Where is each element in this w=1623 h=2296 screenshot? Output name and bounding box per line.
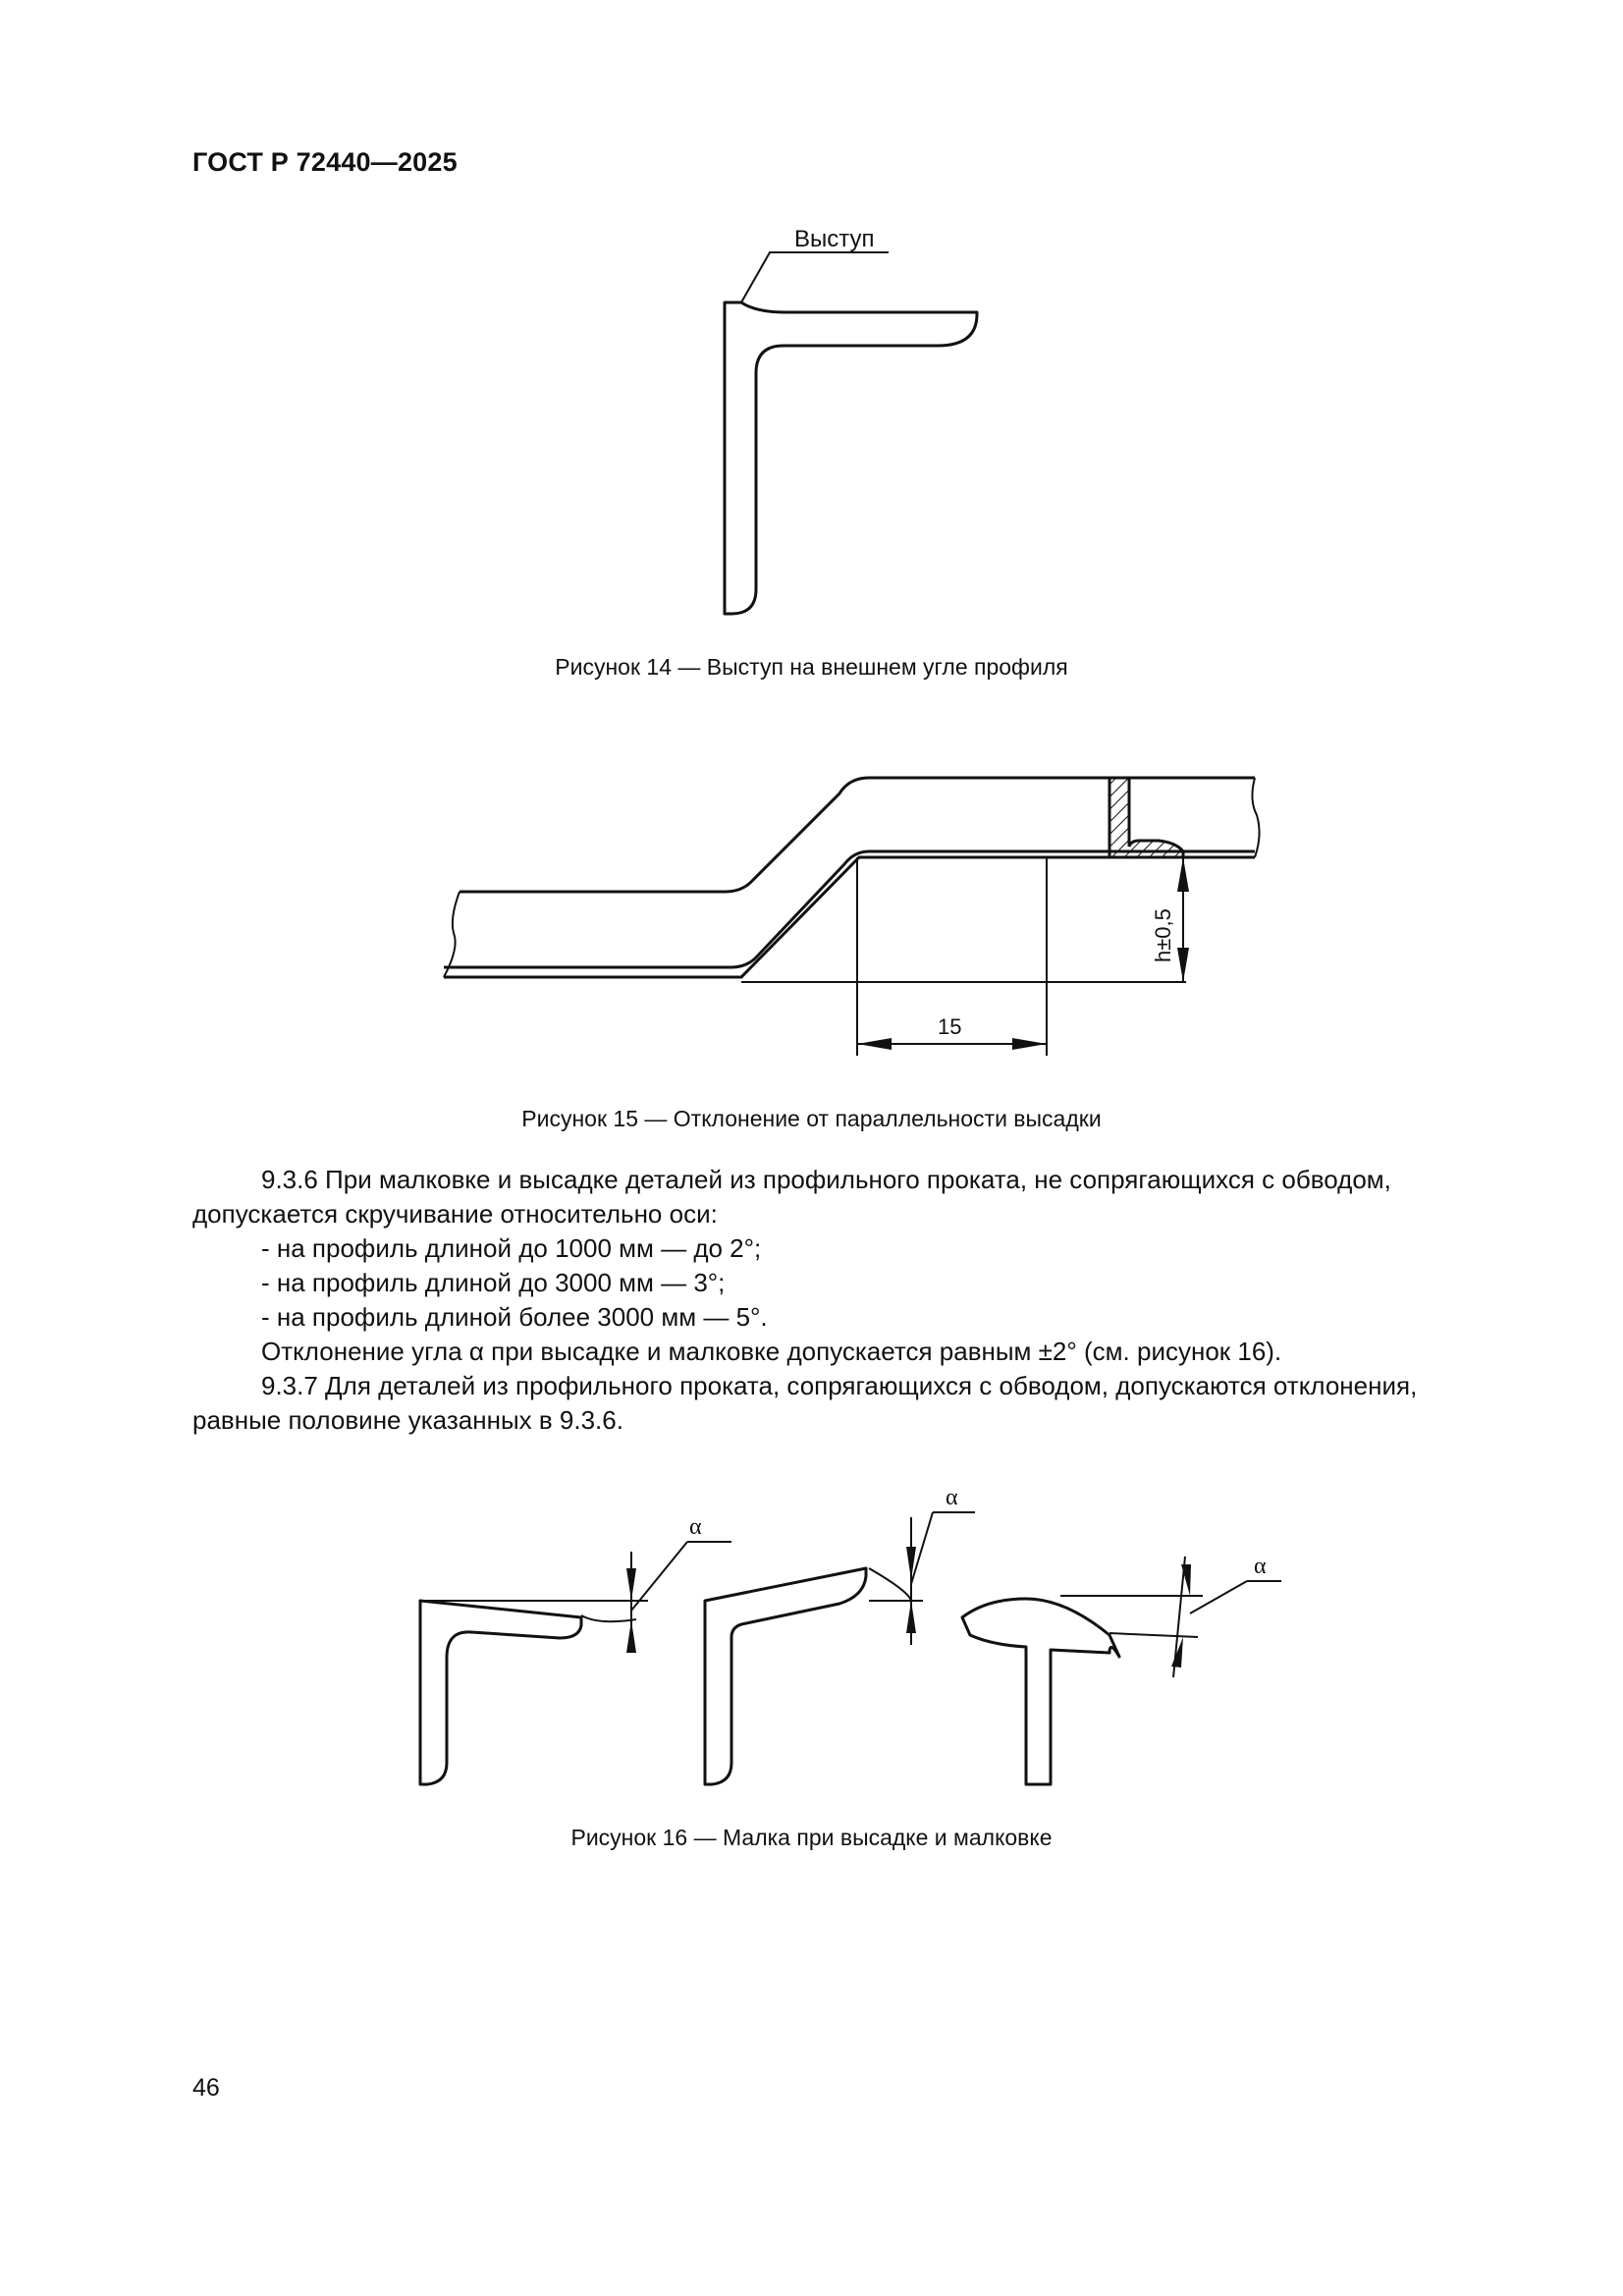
figure-15-drawing — [0, 756, 1623, 1149]
figure-14-caption: Рисунок 14 — Выступ на внешнем угле профиля — [555, 654, 1068, 680]
left-break-line — [444, 892, 460, 977]
tolerance-list — [192, 1231, 1506, 1335]
tee-profile-outline — [962, 1599, 1119, 1784]
list-item: - на профиль длиной более 3000 мм — 5°. — [261, 1302, 768, 1332]
profile-2-outline — [705, 1568, 866, 1784]
arrow-up — [1177, 857, 1189, 892]
leader-line — [1190, 1581, 1247, 1613]
figure-15 — [0, 756, 1623, 1149]
figure-16 — [0, 1478, 1623, 1871]
arrow-down — [626, 1568, 636, 1601]
profile-outline — [725, 302, 977, 614]
arrow-left — [857, 1038, 892, 1050]
alpha-label-1: α — [689, 1514, 702, 1540]
list-item: - на профиль длиной до 1000 мм — до 2°; — [261, 1233, 762, 1263]
angle-arc — [581, 1615, 636, 1621]
dimension-h-label: h±0,5 — [1151, 908, 1175, 962]
page-number: 46 — [192, 2074, 220, 2102]
document-header: ГОСТ Р 72440—2025 — [192, 147, 458, 177]
angle-arc — [869, 1568, 911, 1601]
alpha-label-2: α — [946, 1485, 958, 1510]
list-item: - на профиль длиной до 3000 мм — 3°; — [261, 1268, 726, 1297]
lower-surface-outer — [444, 857, 1255, 977]
leader-line — [741, 252, 889, 302]
alpha-label-3: α — [1254, 1554, 1267, 1579]
arrow-up — [626, 1620, 636, 1653]
arrow-right — [1012, 1038, 1047, 1050]
reference-line-inclined — [1109, 1633, 1198, 1637]
arrow-down — [1177, 948, 1189, 982]
profile-1-outline — [420, 1601, 581, 1784]
figure-16-caption: Рисунок 16 — Малка при высадке и малковке — [570, 1825, 1053, 1850]
dimension-15-label: 15 — [938, 1014, 962, 1039]
paragraph-9-3-6: 9.3.6 При малковке и высадке деталей из профильного проката, не сопрягающихся с обводом, допускается скручивание относительно оси: — [192, 1165, 1391, 1229]
paragraph-angle-deviation: Отклонение угла α при высадке и малковке допускается равным ±2° (см. рисунок 16). — [261, 1337, 1282, 1366]
figure-14-drawing — [0, 226, 1623, 697]
leader-line — [631, 1542, 687, 1611]
paragraph-9-3-7: 9.3.7 Для деталей из профильного проката, сопрягающихся с обводом, допускаются отклонения, равные половине указанных в 9.3.6. — [192, 1371, 1418, 1435]
figure-15-caption: Рисунок 15 — Отклонение от параллельности высадки — [521, 1106, 1102, 1131]
right-break-line — [1252, 778, 1259, 857]
hatched-section — [1109, 778, 1183, 857]
body-text — [192, 1163, 1506, 1438]
arrow-up — [906, 1601, 916, 1633]
figure-16-drawing — [0, 1478, 1623, 1871]
label-vystup: Выступ — [794, 226, 875, 252]
figure-14 — [0, 226, 1623, 697]
